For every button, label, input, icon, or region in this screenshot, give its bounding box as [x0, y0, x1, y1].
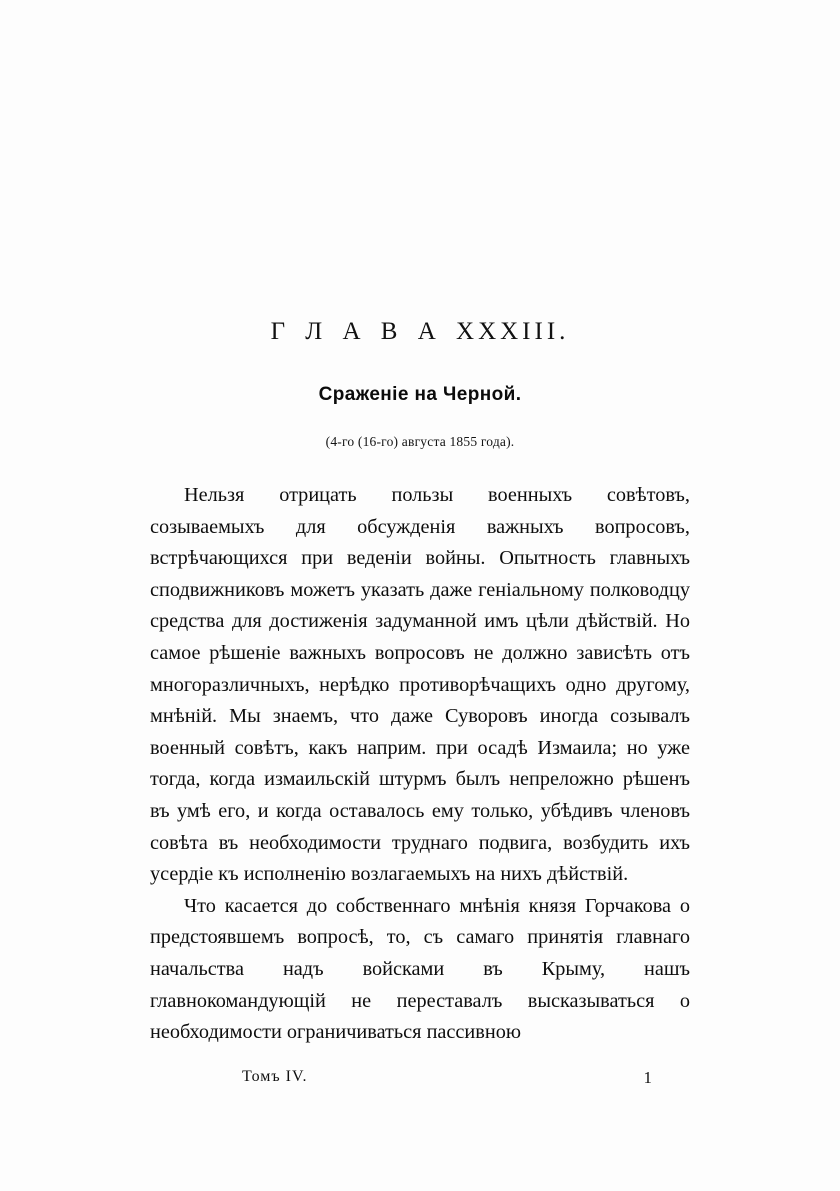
paragraph: Что касается до собственнаго мнѣнія князя Горчакова о предстоявшемъ вопросѣ, то, съ самаго принятія главнаго начальства надъ войсками въ Крыму, нашъ главнокомандующій не переставалъ высказываться о необходимости ограничиваться пассивною — [150, 894, 690, 1044]
page-content — [150, 0, 690, 1049]
section-heading: Сраженіе на Черной. — [318, 384, 522, 405]
paragraph: Нельзя отрицать пользы военныхъ совѣтовъ, созываемыхъ для обсужденія важныхъ вопросовъ, встрѣчающихся при веденіи войны. Опытность главныхъ сподвижниковъ можетъ указать даже геніальному полководцу средства для достиженія задуманной имъ цѣли дѣйствій. Но самое рѣшеніе важныхъ вопросовъ не должно зависѣть отъ многоразличныхъ, нерѣдко противорѣчащихъ одно другому, мнѣній. Мы знаемъ, что даже Суворовъ иногда созывалъ военный совѣтъ, какъ наприм. при осадѣ Измаила; но уже тогда, когда измаильскій штурмъ былъ непреложно рѣшенъ въ умѣ его, и когда оставалось ему только, убѣдивъ членовъ совѣта въ необходимости труднаго подвига, возбудить ихъ усердіе къ исполненію возлагаемыхъ на нихъ дѣйствій. — [150, 484, 690, 886]
date-line: (4-го (16-го) августа 1855 года). — [325, 434, 515, 449]
page-footer — [150, 1068, 690, 1094]
volume-label: Томъ IV. — [242, 1068, 308, 1085]
body-text — [150, 480, 690, 1049]
page-number: 1 — [643, 1068, 652, 1087]
chapter-heading: Г Л А В А XXXIII. — [270, 318, 570, 345]
